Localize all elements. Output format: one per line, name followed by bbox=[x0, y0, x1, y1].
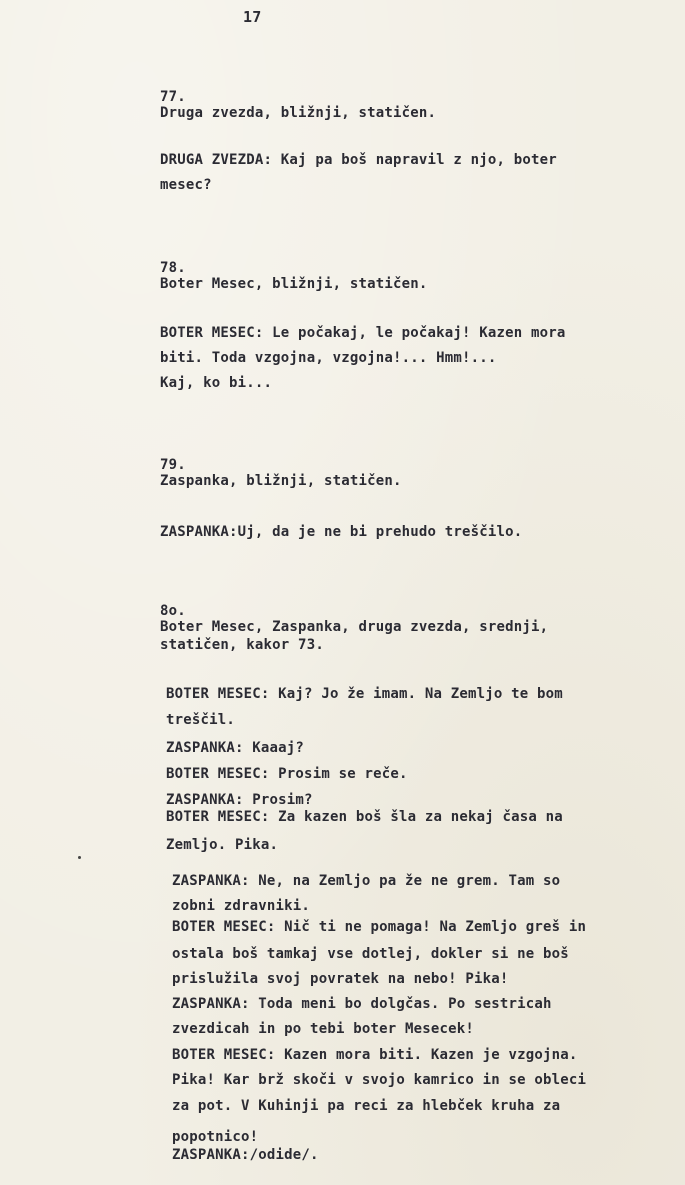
page-number: 17 bbox=[243, 8, 262, 26]
scene-description: Boter Mesec, Zaspanka, druga zvezda, srednji, bbox=[160, 619, 549, 635]
scene-number: 77. bbox=[160, 89, 186, 105]
scene-description: Druga zvezda, bližnji, statičen. bbox=[160, 105, 437, 121]
dialogue-line: ZASPANKA: Ne, na Zemljo pa že ne grem. Tam so bbox=[172, 873, 561, 889]
dialogue-line: ZASPANKA: Kaaaj? bbox=[166, 740, 305, 756]
scene-description: statičen, kakor 73. bbox=[160, 637, 324, 653]
dialogue-line: DRUGA ZVEZDA: Kaj pa boš napravil z njo, boter bbox=[160, 152, 557, 168]
dialogue-line: ostala boš tamkaj vse dotlej, dokler si ne boš bbox=[172, 946, 569, 962]
dialogue-line: BOTER MESEC: Prosim se reče. bbox=[166, 766, 408, 782]
dialogue-line: ZASPANKA: Prosim? bbox=[166, 792, 313, 808]
scene-description: Zaspanka, bližnji, statičen. bbox=[160, 473, 402, 489]
scene-number: 78. bbox=[160, 260, 186, 276]
dialogue-line: ZASPANKA:Uj, da je ne bi prehudo treščilo. bbox=[160, 524, 523, 540]
dialogue-line: za pot. V Kuhinji pa reci za hlebček kruha za bbox=[172, 1098, 561, 1114]
dialogue-line: BOTER MESEC: Kazen mora biti. Kazen je vzgojna. bbox=[172, 1047, 578, 1063]
dialogue-line: biti. Toda vzgojna, vzgojna!... Hmm!... bbox=[160, 350, 497, 366]
stray-mark bbox=[78, 856, 81, 859]
dialogue-line: prislužila svoj povratek na nebo! Pika! bbox=[172, 971, 509, 987]
dialogue-line: popotnico! bbox=[172, 1129, 259, 1145]
dialogue-line: zvezdicah in po tebi boter Mesecek! bbox=[172, 1021, 475, 1037]
scene-number: 79. bbox=[160, 457, 186, 473]
scene-description: Boter Mesec, bližnji, statičen. bbox=[160, 276, 428, 292]
dialogue-line: ZASPANKA:/odide/. bbox=[172, 1147, 319, 1163]
dialogue-line: mesec? bbox=[160, 177, 212, 193]
dialogue-line: BOTER MESEC: Kaj? Jo že imam. Na Zemljo te bom bbox=[166, 686, 563, 702]
dialogue-line: BOTER MESEC: Nič ti ne pomaga! Na Zemljo greš in bbox=[172, 919, 587, 935]
dialogue-line: zobni zdravniki. bbox=[172, 898, 311, 914]
dialogue-line: Zemljo. Pika. bbox=[166, 837, 279, 853]
dialogue-line: BOTER MESEC: Za kazen boš šla za nekaj časa na bbox=[166, 809, 563, 825]
dialogue-line: Pika! Kar brž skoči v svojo kamrico in se obleci bbox=[172, 1072, 587, 1088]
dialogue-line: ZASPANKA: Toda meni bo dolgčas. Po sestricah bbox=[172, 996, 552, 1012]
dialogue-line: treščil. bbox=[166, 712, 236, 728]
scene-number: 8o. bbox=[160, 603, 186, 619]
dialogue-line: BOTER MESEC: Le počakaj, le počakaj! Kazen mora bbox=[160, 325, 566, 341]
dialogue-line: Kaj, ko bi... bbox=[160, 375, 273, 391]
